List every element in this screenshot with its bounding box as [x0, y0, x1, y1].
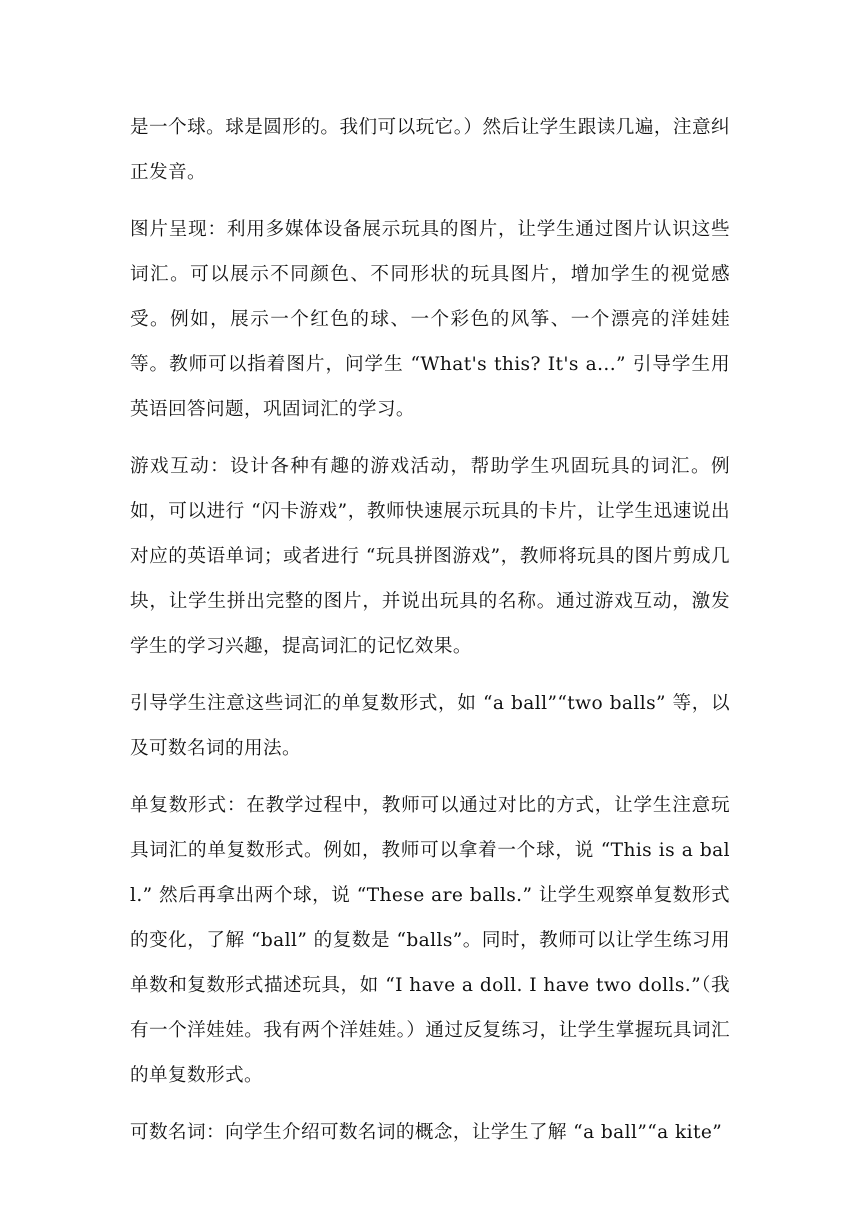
paragraph-picture-presentation: 图片呈现：利用多媒体设备展示玩具的图片，让学生通过图片认识这些词汇。可以展示不同颜色、不同形状的玩具图片，增加学生的视觉感受。例如，展示一个红色的球、一个彩色的风筝、一个漂亮的洋娃娃等。教师可以指着图片，问学生 “What's this? It's a...” 引导学生用英语回答问题，巩固词汇的学习。: [130, 219, 730, 420]
paragraph-continuation: 是一个球。球是圆形的。我们可以玩它。）然后让学生跟读几遍，注意纠正发音。: [130, 117, 730, 183]
paragraph-countable-nouns: 可数名词：向学生介绍可数名词的概念，让学生了解 “a ball”“a kite”: [130, 1122, 723, 1143]
paragraph-singular-plural-forms: 单复数形式：在教学过程中，教师可以通过对比的方式，让学生注意玩具词汇的单复数形式。例如，教师可以拿着一个球，说 “This is a ball.” 然后再拿出两个球，说 “These are balls.” 让学生观察单复数形式的变化，了解 “ball” 的复数是 “balls”。同时，教师可以让学生练习用单数和复数形式描述玩具，如 “I have a doll. I have two dolls.”（我有一个洋娃娃。我有两个洋娃娃。）通过反复练习，让学生掌握玩具词汇的单复数形式。: [130, 795, 730, 1086]
paragraph-singular-plural-intro: 引导学生注意这些词汇的单复数形式，如 “a ball”“two balls” 等，以及可数名词的用法。: [130, 693, 730, 759]
paragraph-game-interaction: 游戏互动：设计各种有趣的游戏活动，帮助学生巩固玩具的词汇。例如，可以进行 “闪卡游戏”，教师快速展示玩具的卡片，让学生迅速说出对应的英语单词；或者进行 “玩具拼图游戏”，教师将玩具的图片剪成几块，让学生拼出完整的图片，并说出玩具的名称。通过游戏互动，激发学生的学习兴趣，提高词汇的记忆效果。: [130, 456, 730, 657]
document-body: [130, 105, 730, 1167]
